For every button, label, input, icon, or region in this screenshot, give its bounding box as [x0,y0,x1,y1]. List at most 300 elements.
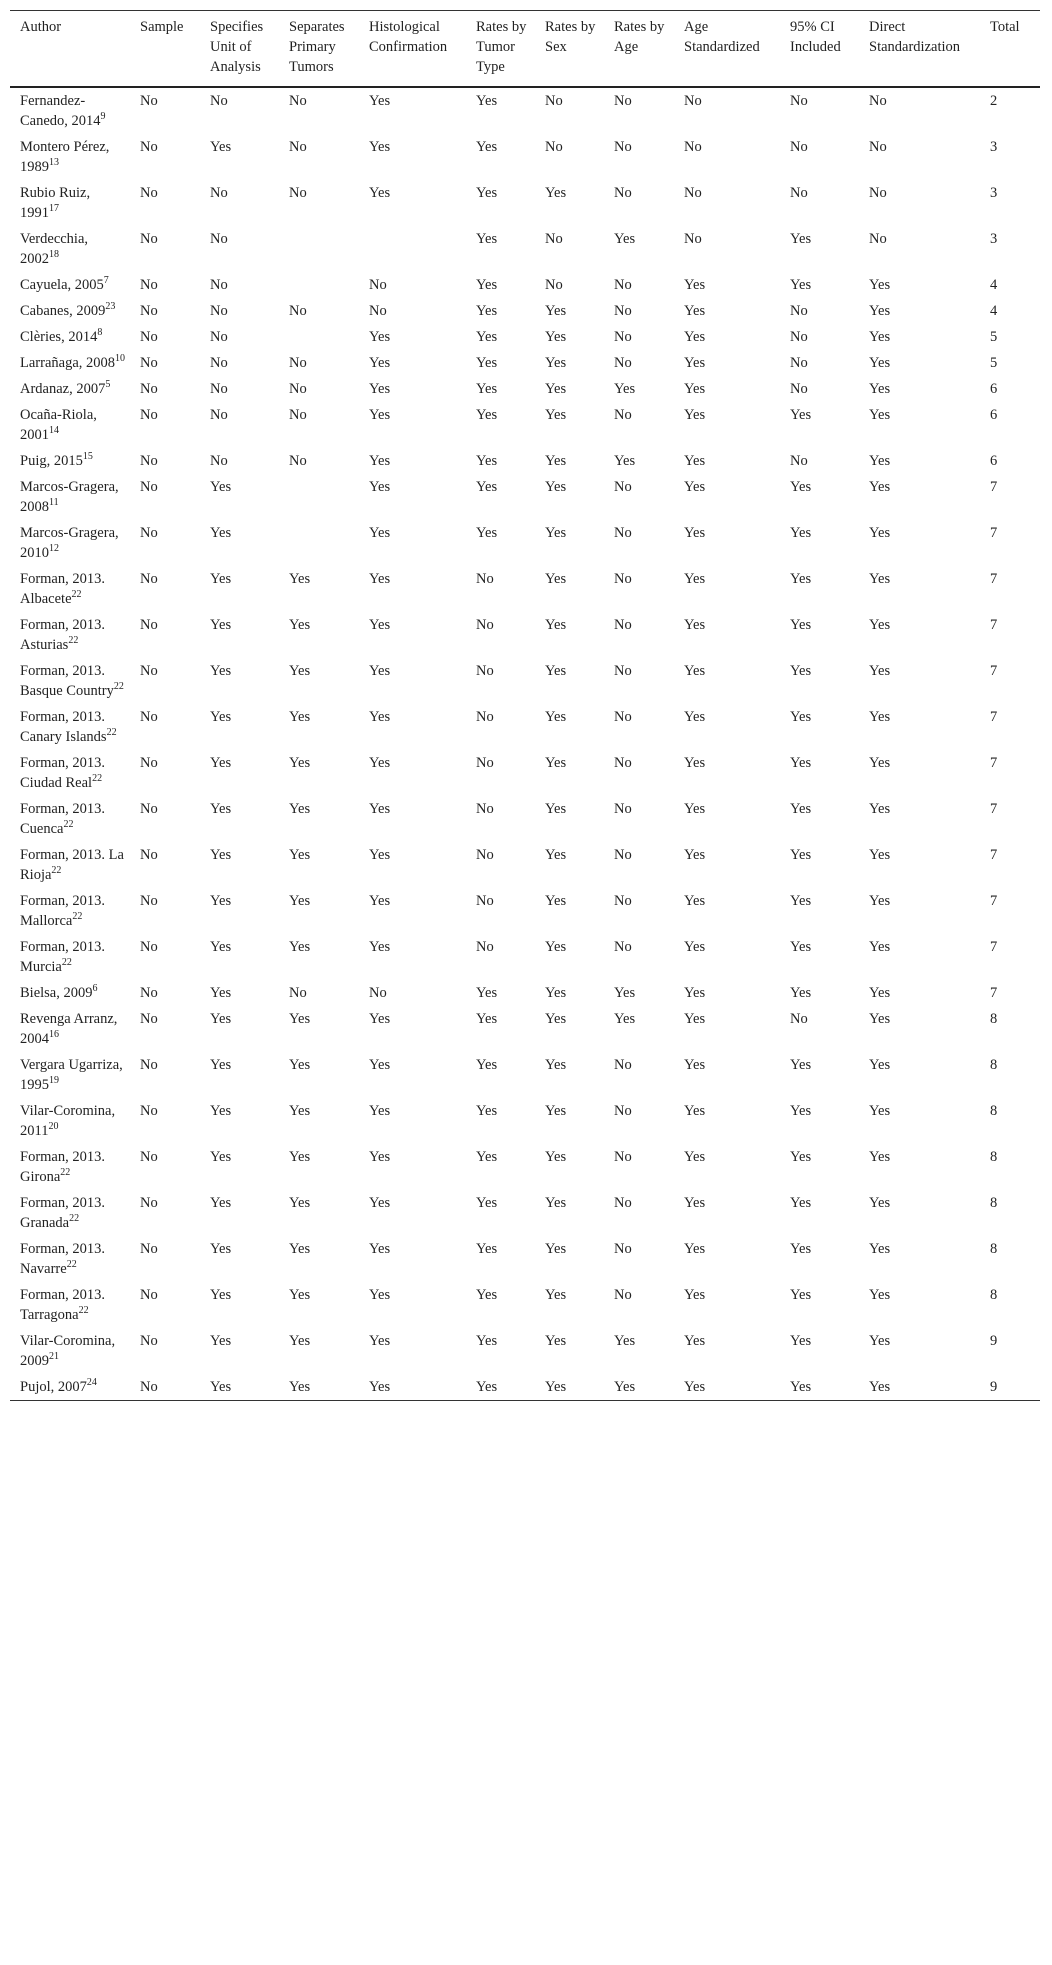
reference-number: 16 [49,1028,59,1040]
criteria-cell: Yes [476,984,498,1001]
table-row [10,1144,1040,1190]
column-header-primary-tumors: Separates Primary Tumors [289,19,345,75]
criteria-cell: Yes [545,800,567,817]
author-cell [10,888,130,934]
total-cell: 3 [990,138,998,155]
criteria-cell: Yes [369,184,391,201]
criteria-cell: Yes [614,1010,636,1027]
author-name: Forman, 2013. Mallorca [20,892,105,929]
criteria-cell: Yes [369,708,391,725]
criteria-cell: Yes [476,1240,498,1257]
criteria-cell: Yes [369,524,391,541]
total-cell: 8 [990,1102,998,1119]
criteria-cell: Yes [614,1378,636,1395]
criteria-cell: Yes [790,846,812,863]
table-row [10,324,1040,350]
criteria-cell: No [289,452,307,469]
column-header-ci-included: 95% CI Included [790,19,841,55]
criteria-cell: No [790,184,808,201]
author-name: Forman, 2013. Ciudad Real [20,754,105,791]
criteria-cell: Yes [545,328,567,345]
criteria-cell: Yes [790,1240,812,1257]
criteria-cell: Yes [289,1240,311,1257]
author-name: Pujol, 2007 [20,1378,87,1395]
reference-number: 22 [68,634,79,646]
criteria-cell: Yes [790,662,812,679]
total-cell: 6 [990,406,998,423]
criteria-cell: Yes [790,570,812,587]
author-cell [10,1144,130,1190]
criteria-cell: No [140,800,158,817]
criteria-cell: Yes [476,1148,498,1165]
criteria-cell: Yes [545,478,567,495]
author-cell [10,272,130,298]
criteria-cell: Yes [210,754,232,771]
criteria-cell: Yes [684,708,706,725]
criteria-cell: Yes [210,138,232,155]
criteria-cell: Yes [476,302,498,319]
criteria-cell: Yes [614,984,636,1001]
criteria-cell: Yes [210,1010,232,1027]
criteria-cell: No [140,184,158,201]
table-row [10,842,1040,888]
criteria-cell: No [684,230,702,247]
criteria-cell: Yes [476,230,498,247]
criteria-cell: No [289,984,307,1001]
criteria-cell: Yes [684,452,706,469]
criteria-cell: No [869,92,887,109]
author-name: Forman, 2013. Tarragona [20,1286,105,1323]
criteria-cell: No [210,92,228,109]
total-cell: 7 [990,846,998,863]
table-row [10,888,1040,934]
table-row [10,1190,1040,1236]
criteria-cell: Yes [684,938,706,955]
criteria-cell: No [476,800,494,817]
criteria-cell: No [614,1148,632,1165]
criteria-cell: No [289,380,307,397]
criteria-cell: No [614,354,632,371]
criteria-cell: Yes [869,800,891,817]
criteria-cell: No [869,138,887,155]
criteria-cell: No [289,302,307,319]
criteria-cell: Yes [476,524,498,541]
criteria-cell: Yes [684,524,706,541]
table-row [10,298,1040,324]
criteria-cell: No [476,754,494,771]
criteria-cell: Yes [369,92,391,109]
criteria-cell: No [476,662,494,679]
criteria-cell: Yes [790,938,812,955]
author-name: Forman, 2013. Girona [20,1148,105,1185]
criteria-cell: Yes [289,1056,311,1073]
reference-number: 22 [92,772,103,784]
criteria-cell: Yes [790,708,812,725]
criteria-cell: No [140,478,158,495]
criteria-cell: No [614,184,632,201]
criteria-cell: Yes [790,1286,812,1303]
criteria-cell: No [289,406,307,423]
table-row [10,272,1040,298]
criteria-cell: Yes [790,1332,812,1349]
reference-number: 21 [49,1350,59,1362]
total-cell: 7 [990,938,998,955]
criteria-cell: Yes [684,800,706,817]
criteria-cell: Yes [369,1010,391,1027]
criteria-cell: Yes [476,138,498,155]
criteria-cell: No [614,800,632,817]
criteria-cell: Yes [684,302,706,319]
author-cell [10,402,130,448]
criteria-cell: Yes [210,662,232,679]
criteria-cell: No [614,328,632,345]
criteria-cell: Yes [869,984,891,1001]
reference-number: 22 [69,1212,80,1224]
criteria-cell: Yes [790,892,812,909]
criteria-cell: Yes [289,846,311,863]
author-cell [10,350,130,376]
table-row [10,474,1040,520]
criteria-cell: Yes [476,406,498,423]
author-name: Cabanes, 2009 [20,302,106,319]
author-name: Forman, 2013. Murcia [20,938,105,975]
author-name: Forman, 2013. Granada [20,1194,105,1231]
criteria-cell: No [140,1148,158,1165]
criteria-cell: Yes [545,452,567,469]
criteria-cell: No [614,92,632,109]
author-name: Forman, 2013. Navarre [20,1240,105,1277]
criteria-cell: Yes [289,892,311,909]
criteria-cell: Yes [210,846,232,863]
criteria-cell: Yes [369,328,391,345]
criteria-cell: Yes [369,478,391,495]
criteria-cell: Yes [684,892,706,909]
criteria-cell: Yes [869,708,891,725]
reference-number: 8 [97,326,103,338]
table-row [10,1236,1040,1282]
criteria-cell: Yes [545,892,567,909]
criteria-cell: Yes [614,1332,636,1349]
criteria-cell [279,272,359,298]
reference-number: 9 [100,110,106,122]
criteria-cell: Yes [545,184,567,201]
criteria-cell: Yes [369,1378,391,1395]
author-cell [10,134,130,180]
criteria-cell: No [790,302,808,319]
author-cell [10,1052,130,1098]
author-name: Vilar-Coromina, 2011 [20,1102,116,1139]
criteria-cell: Yes [369,570,391,587]
criteria-cell: No [140,662,158,679]
criteria-cell: No [369,984,387,1001]
author-cell [10,324,130,350]
author-name: Larrañaga, 2008 [20,354,116,371]
criteria-cell: Yes [869,452,891,469]
criteria-cell: No [790,1010,808,1027]
table-row [10,566,1040,612]
criteria-cell: Yes [790,754,812,771]
criteria-cell: Yes [210,1240,232,1257]
criteria-cell: Yes [476,1194,498,1211]
criteria-cell: No [140,328,158,345]
table-row [10,402,1040,448]
criteria-cell: Yes [614,380,636,397]
criteria-cell: Yes [545,754,567,771]
criteria-cell: Yes [289,1378,311,1395]
total-cell: 7 [990,662,998,679]
total-cell: 7 [990,754,998,771]
author-name: Forman, 2013. Canary Islands [20,708,107,745]
total-cell: 7 [990,478,998,495]
criteria-cell: No [614,892,632,909]
author-name: Cayuela, 2005 [20,276,104,293]
criteria-cell: Yes [369,1332,391,1349]
total-cell: 9 [990,1378,998,1395]
criteria-cell: Yes [476,276,498,293]
criteria-cell: No [476,846,494,863]
total-cell: 3 [990,184,998,201]
criteria-cell: No [614,524,632,541]
reference-number: 22 [66,1258,77,1270]
criteria-cell: No [614,708,632,725]
criteria-cell: Yes [369,354,391,371]
criteria-cell: No [476,938,494,955]
criteria-cell: Yes [289,708,311,725]
author-cell [10,180,130,226]
criteria-cell: Yes [684,570,706,587]
criteria-cell: Yes [369,616,391,633]
criteria-cell: Yes [790,1056,812,1073]
reference-number: 13 [49,156,59,168]
reference-number: 10 [115,352,126,364]
criteria-cell: Yes [210,1378,232,1395]
criteria-cell: No [545,92,563,109]
total-cell: 7 [990,800,998,817]
criteria-cell: Yes [369,380,391,397]
reference-number: 22 [113,680,124,692]
criteria-cell: Yes [545,1010,567,1027]
criteria-cell: Yes [545,616,567,633]
criteria-cell: Yes [210,1286,232,1303]
total-cell: 7 [990,984,998,1001]
column-header-age-standardized: Age Standardized [684,19,760,55]
criteria-cell: Yes [684,1010,706,1027]
criteria-cell: Yes [289,800,311,817]
total-cell: 8 [990,1286,998,1303]
criteria-cell: Yes [790,478,812,495]
total-cell: 4 [990,302,998,319]
criteria-cell: Yes [289,662,311,679]
column-header-rates-tumor-type: Rates by Tumor Type [476,19,527,75]
criteria-cell: Yes [614,230,636,247]
criteria-cell: No [289,184,307,201]
criteria-cell: Yes [869,1194,891,1211]
criteria-cell: No [790,138,808,155]
criteria-cell: No [614,276,632,293]
criteria-cell: No [545,276,563,293]
criteria-cell: Yes [476,1102,498,1119]
criteria-cell: Yes [869,302,891,319]
criteria-cell: Yes [790,616,812,633]
criteria-cell: Yes [545,708,567,725]
author-cell [10,842,130,888]
criteria-cell: Yes [476,1010,498,1027]
criteria-cell [359,226,466,272]
criteria-cell: No [210,380,228,397]
criteria-cell: Yes [369,892,391,909]
criteria-cell: No [140,380,158,397]
criteria-cell: Yes [545,354,567,371]
criteria-cell: No [614,478,632,495]
criteria-cell: Yes [545,1148,567,1165]
criteria-cell: Yes [790,984,812,1001]
criteria-cell: No [210,276,228,293]
criteria-cell: Yes [790,406,812,423]
criteria-cell: No [476,570,494,587]
criteria-cell: Yes [210,938,232,955]
table-row [10,134,1040,180]
criteria-cell: Yes [210,478,232,495]
criteria-cell: No [869,230,887,247]
reference-number: 20 [48,1120,59,1132]
table-row [10,980,1040,1006]
author-cell [10,796,130,842]
criteria-cell: Yes [869,1102,891,1119]
quality-assessment-table-container [10,10,1040,1401]
criteria-cell: Yes [545,938,567,955]
criteria-cell: No [684,138,702,155]
criteria-cell: No [140,524,158,541]
criteria-cell [279,474,359,520]
reference-number: 12 [49,542,59,554]
criteria-cell: Yes [369,754,391,771]
criteria-cell: Yes [476,92,498,109]
criteria-cell: Yes [210,1148,232,1165]
criteria-cell: Yes [790,1102,812,1119]
criteria-cell: Yes [369,846,391,863]
criteria-cell: No [614,570,632,587]
criteria-cell: No [614,302,632,319]
criteria-cell: Yes [869,1286,891,1303]
criteria-cell: Yes [545,662,567,679]
criteria-cell: No [210,302,228,319]
table-row [10,350,1040,376]
reference-number: 22 [72,910,83,922]
criteria-cell: No [790,328,808,345]
criteria-cell: No [476,616,494,633]
criteria-cell: Yes [684,1240,706,1257]
author-cell [10,520,130,566]
author-name: Forman, 2013. Asturias [20,616,105,653]
criteria-cell: No [684,92,702,109]
criteria-cell: No [790,380,808,397]
criteria-cell: No [476,892,494,909]
author-cell [10,474,130,520]
criteria-cell: Yes [545,984,567,1001]
criteria-cell: Yes [790,524,812,541]
total-cell: 8 [990,1148,998,1165]
reference-number: 22 [61,956,72,968]
author-cell [10,980,130,1006]
criteria-cell: No [140,452,158,469]
criteria-cell: No [614,138,632,155]
criteria-cell: No [140,1102,158,1119]
criteria-cell: Yes [289,938,311,955]
author-name: Montero Pérez, 1989 [20,138,110,175]
criteria-cell: Yes [545,1056,567,1073]
author-name: Fernandez-Canedo, 2014 [20,92,101,129]
criteria-cell: No [140,892,158,909]
criteria-cell: Yes [869,524,891,541]
reference-number: 22 [60,1166,71,1178]
criteria-cell: No [140,754,158,771]
criteria-cell: Yes [684,1378,706,1395]
criteria-cell: No [140,1286,158,1303]
reference-number: 6 [92,982,98,994]
criteria-cell: Yes [369,938,391,955]
criteria-cell: No [140,616,158,633]
criteria-cell: Yes [545,1286,567,1303]
table-row [10,448,1040,474]
criteria-cell: Yes [476,380,498,397]
criteria-cell: No [614,1286,632,1303]
criteria-cell: No [614,662,632,679]
author-cell [10,298,130,324]
column-header-author: Author [20,19,62,35]
reference-number: 11 [49,496,59,508]
author-cell [10,1282,130,1328]
criteria-cell: Yes [289,1194,311,1211]
reference-number: 5 [105,378,111,390]
reference-number: 14 [49,424,59,436]
criteria-cell: Yes [869,1332,891,1349]
criteria-cell: No [869,184,887,201]
criteria-cell: No [140,92,158,109]
criteria-cell: No [140,570,158,587]
criteria-cell: No [140,138,158,155]
author-name: Forman, 2013. Basque Country [20,662,114,699]
criteria-cell: No [140,708,158,725]
table-body [10,87,1040,1401]
author-cell [10,750,130,796]
criteria-cell: Yes [545,1332,567,1349]
criteria-cell: Yes [289,754,311,771]
criteria-cell: Yes [869,328,891,345]
author-name: Revenga Arranz, 2004 [20,1010,118,1047]
criteria-cell: Yes [869,1010,891,1027]
criteria-cell: No [476,708,494,725]
table-row [10,1052,1040,1098]
criteria-cell: Yes [545,1240,567,1257]
criteria-cell: Yes [210,1056,232,1073]
author-name: Verdecchia, 2002 [20,230,89,267]
criteria-cell: No [614,406,632,423]
criteria-cell: No [289,138,307,155]
criteria-cell: No [545,230,563,247]
criteria-cell: No [614,846,632,863]
criteria-cell: No [140,1332,158,1349]
criteria-cell: Yes [869,570,891,587]
total-cell: 8 [990,1240,998,1257]
total-cell: 5 [990,354,998,371]
criteria-cell: No [545,138,563,155]
criteria-cell: Yes [684,984,706,1001]
column-header-direct-standardization: Direct Standardization [869,19,961,55]
total-cell: 7 [990,524,998,541]
criteria-cell [279,226,359,272]
criteria-cell: Yes [869,754,891,771]
criteria-cell: Yes [545,1194,567,1211]
